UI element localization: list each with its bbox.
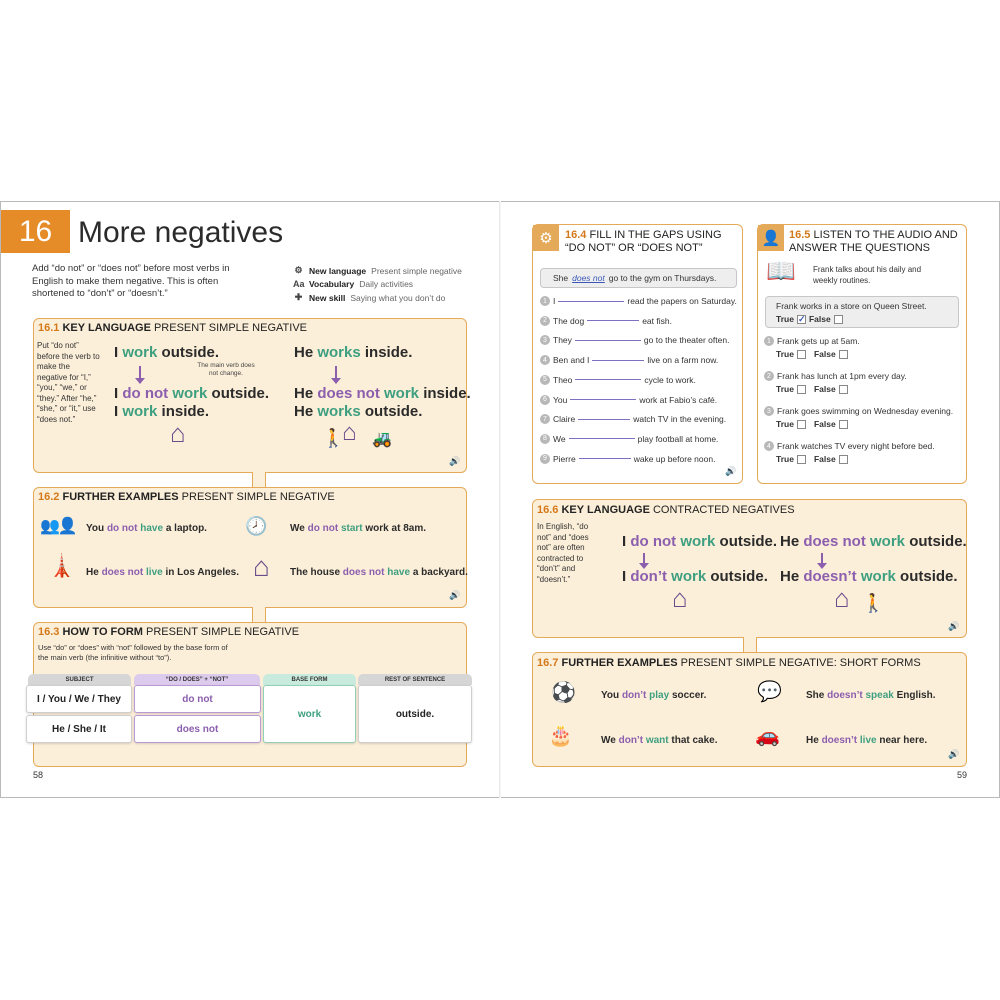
item-rest: live on a farm now.	[647, 355, 719, 366]
listening-question	[764, 371, 907, 381]
true-label: True	[776, 454, 794, 464]
item-subject: Pierre	[553, 453, 576, 464]
item-subject: I	[553, 296, 556, 306]
unit-title: More negatives	[78, 216, 284, 249]
item-subject: We	[553, 433, 566, 444]
check-icon: ✓	[797, 313, 806, 324]
item-number: 1	[540, 296, 550, 306]
item-subject: You	[553, 394, 568, 405]
panel-16-5-title: 16.5 LISTEN TO THE AUDIO AND ANSWER THE QUESTIONS	[789, 229, 958, 254]
sample-answer: She does not go to the gym on Thursdays.	[540, 268, 737, 288]
true-false-choice	[776, 419, 848, 429]
true-false-choice	[776, 454, 848, 464]
audio-icon[interactable]: 🔊	[725, 466, 737, 476]
panel-16-1-side-note: Put “do not” before the verb to make the negative for “I,” “you,” “we,” or “they.” After “he,” “she,” or “it,” use “does not.”	[37, 341, 100, 424]
panel-16-4	[532, 224, 743, 484]
panel-16-6-title: 16.6 KEY LANGUAGE CONTRACTED NEGATIVES	[537, 504, 795, 516]
false-checkbox[interactable]	[839, 420, 848, 429]
true-checkbox[interactable]	[797, 455, 806, 464]
ex-right-affirm: He works inside.	[294, 344, 413, 361]
listening-question	[764, 336, 860, 346]
ex-right-neg: He does not work inside.	[294, 385, 471, 402]
true-label: True	[776, 384, 794, 394]
item-number: 6	[540, 395, 550, 405]
gears-icon: ⚙	[533, 225, 559, 251]
page-number-right: 59	[957, 770, 968, 780]
question-text: Frank watches TV every night before bed.	[777, 441, 935, 451]
false-checkbox[interactable]	[839, 455, 848, 464]
moving-car-icon: 🚗	[755, 725, 780, 747]
header-base: BASE FORM	[263, 674, 356, 685]
ex-left-neg: I do not work outside.	[114, 385, 270, 402]
item-rest: wake up before noon.	[633, 453, 716, 464]
speech-icon: 💬	[757, 681, 782, 703]
person-icon: 🚶	[862, 593, 885, 613]
contract-left-short: I don’t work outside.	[622, 568, 768, 585]
sample-true-false: True ✓ False	[776, 314, 958, 324]
audio-icon[interactable]: 🔊	[948, 749, 960, 759]
panel-16-3-title: 16.3 HOW TO FORM PRESENT SIMPLE NEGATIVE	[38, 626, 300, 638]
item-rest: read the papers on Saturday.	[627, 296, 737, 306]
item-rest: watch TV in the evening.	[633, 414, 727, 425]
item-rest: play football at home.	[637, 433, 719, 444]
example-2: We do not start work at 8am.	[290, 523, 426, 534]
meta-new-skill: ✚ New skill Saying what you don’t do	[294, 292, 446, 303]
example-1: You do not have a laptop.	[86, 523, 207, 534]
arrow-down-icon	[643, 553, 645, 564]
answer-blank[interactable]	[575, 340, 641, 341]
true-checkbox[interactable]	[797, 350, 806, 359]
false-label: False	[813, 384, 836, 394]
true-label: True	[776, 349, 794, 359]
arrow-down-icon	[139, 366, 141, 379]
item-subject: Theo	[553, 374, 573, 385]
question-number: 3	[764, 406, 774, 416]
listening-question	[764, 406, 953, 416]
header-aux: “DO / DOES” + “NOT”	[134, 674, 260, 685]
house-icon: ⌂	[170, 418, 186, 448]
eiffel-tower-icon: 🗼	[48, 553, 76, 578]
office-clock-icon: 🕗	[245, 516, 268, 536]
people-laptop-icon: 👥👤	[40, 518, 76, 535]
house-icon: ⌂	[672, 583, 688, 613]
unit-number: 16	[1, 210, 70, 253]
item-subject: They	[553, 335, 572, 346]
true-false-choice	[776, 384, 848, 394]
cake-icon: 🎂	[548, 725, 573, 747]
audio-icon[interactable]: 🔊	[948, 621, 960, 631]
contract-left-full: I do not work outside.	[622, 533, 778, 550]
example-4: The house does not have a backyard.	[290, 567, 468, 578]
vocab-icon: Aa	[293, 279, 305, 289]
question-number: 2	[764, 371, 774, 381]
gap-fill-item	[540, 296, 737, 306]
barn-icon: ⌂	[342, 419, 357, 446]
ex-right-contrast: He works outside.	[294, 403, 423, 420]
false-label: False	[813, 454, 836, 464]
header-subject: SUBJECT	[28, 674, 131, 685]
soccer-icon: ⚽	[551, 682, 576, 704]
audio-icon[interactable]: 🔊	[449, 456, 461, 466]
arrow-down-icon	[335, 366, 337, 379]
panel-16-4-title: 16.4 FILL IN THE GAPS USING “DO NOT” OR “DOES NOT”	[565, 229, 722, 254]
unit-meta	[293, 265, 462, 303]
gap-fill-item	[540, 395, 717, 405]
panel-16-1-title: 16.1 KEY LANGUAGE PRESENT SIMPLE NEGATIVE	[38, 322, 307, 334]
gap-fill-item	[540, 454, 715, 464]
item-subject: The dog	[553, 315, 585, 326]
unit-intro: Add “do not” or “does not” before most verbs in English to make them negative. This is often shortened to “don’t” or “doesn’t.”	[32, 263, 230, 299]
item-rest: work at Fabio’s café.	[639, 394, 718, 405]
true-false-choice	[776, 349, 848, 359]
item-rest: go to the theater often.	[643, 335, 730, 346]
true-checkbox[interactable]	[797, 385, 806, 394]
diary-icon: 📖	[766, 258, 796, 285]
gap-fill-item	[540, 355, 718, 365]
aux-does-not: does not	[134, 715, 261, 743]
listening-question	[764, 441, 935, 451]
item-number: 2	[540, 316, 550, 326]
example-short-4: He doesn’t live near here.	[806, 735, 928, 746]
answer-blank[interactable]	[592, 360, 644, 361]
example-short-2: She doesn’t speak English.	[806, 690, 936, 701]
answer-blank[interactable]	[569, 438, 635, 439]
house-icon: ⌂	[253, 551, 270, 582]
meta-new-language: ⚙ New language Present simple negative	[294, 265, 462, 276]
item-number: 9	[540, 454, 550, 464]
true-label: True	[776, 419, 794, 429]
panel-16-3-text: Use “do” or “does” with “not” followed by the base form of the main verb (the infinitive without “to”).	[38, 643, 228, 662]
arrow-down-icon	[821, 553, 823, 564]
panel-16-5-intro: Frank talks about his daily and weekly routines.	[813, 265, 922, 285]
example-short-1: You don’t play soccer.	[601, 690, 707, 701]
panel-16-7-title: 16.7 FURTHER EXAMPLES PRESENT SIMPLE NEGATIVE: SHORT FORMS	[537, 657, 921, 669]
item-number: 5	[540, 375, 550, 385]
ex-left-affirm: I work outside.	[114, 344, 220, 361]
book-gutter	[499, 201, 501, 798]
gap-fill-item	[540, 316, 672, 326]
question-text: Frank has lunch at 1pm every day.	[777, 371, 907, 381]
answer-blank[interactable]	[579, 458, 631, 459]
answer-blank[interactable]	[587, 320, 639, 321]
house-icon: ⌂	[834, 583, 850, 613]
panel-16-2	[33, 487, 467, 608]
contract-right-short: He doesn’t work outside.	[780, 568, 958, 585]
audio-icon[interactable]: 🔊	[449, 590, 461, 600]
gap-fill-item	[540, 434, 718, 444]
example-3: He does not live in Los Angeles.	[86, 567, 240, 578]
false-checkbox[interactable]	[839, 385, 848, 394]
question-number: 4	[764, 441, 774, 451]
item-number: 8	[540, 434, 550, 444]
base-form-work: work	[263, 685, 356, 743]
panel-16-6-side-note: In English, “do not” and “does not” are often contracted to “don’t” and “doesn’t.”	[537, 522, 589, 584]
sample-question: Frank works in a store on Queen Street. True ✓ False	[765, 296, 959, 328]
tractor-icon: 🚜	[372, 431, 392, 448]
answer-blank[interactable]	[558, 301, 624, 302]
subject-singular: He / She / It	[26, 715, 132, 743]
header-rest: REST OF SENTENCE	[358, 674, 472, 685]
item-rest: cycle to work.	[644, 374, 696, 385]
question-text: Frank gets up at 5am.	[777, 336, 860, 346]
question-number: 1	[764, 336, 774, 346]
panel-16-2-title: 16.2 FURTHER EXAMPLES PRESENT SIMPLE NEGATIVE	[38, 491, 335, 503]
item-subject: Claire	[553, 414, 576, 425]
item-number: 4	[540, 355, 550, 365]
contract-right-full: He does not work outside.	[780, 533, 967, 550]
puzzle-icon: ✚	[294, 292, 303, 302]
panel-16-7	[532, 652, 967, 767]
gears-icon: ⚙	[294, 265, 303, 275]
gap-fill-item	[540, 335, 729, 345]
false-label: False	[813, 349, 836, 359]
page-number-left: 58	[33, 770, 44, 780]
item-number: 3	[540, 335, 550, 345]
aux-do-not: do not	[134, 685, 261, 713]
panel-connector	[252, 472, 266, 488]
example-short-3: We don’t want that cake.	[601, 735, 718, 746]
true-checkbox[interactable]	[797, 420, 806, 429]
gap-fill-item	[540, 414, 726, 424]
question-text: Frank goes swimming on Wednesday evening.	[777, 406, 954, 416]
verb-note: The main verb does not change.	[197, 362, 255, 377]
rest-outside: outside.	[358, 685, 472, 743]
false-checkbox[interactable]	[839, 350, 848, 359]
answer-blank[interactable]	[570, 399, 636, 400]
panel-connector	[252, 607, 266, 623]
subject-plural: I / You / We / They	[26, 685, 132, 713]
listener-icon: 👤	[758, 225, 784, 251]
farmer-icon: 🚶	[322, 428, 345, 448]
item-number: 7	[540, 414, 550, 424]
item-subject: Ben and I	[553, 355, 590, 366]
false-label: False	[813, 419, 836, 429]
gap-fill-item	[540, 375, 696, 385]
ex-left-contrast: I work inside.	[114, 403, 210, 420]
panel-connector	[743, 637, 757, 653]
answer-blank[interactable]	[575, 379, 641, 380]
answer-blank[interactable]	[578, 419, 630, 420]
item-rest: eat fish.	[642, 315, 672, 326]
meta-vocabulary: Aa Vocabulary Daily activities	[293, 279, 414, 289]
